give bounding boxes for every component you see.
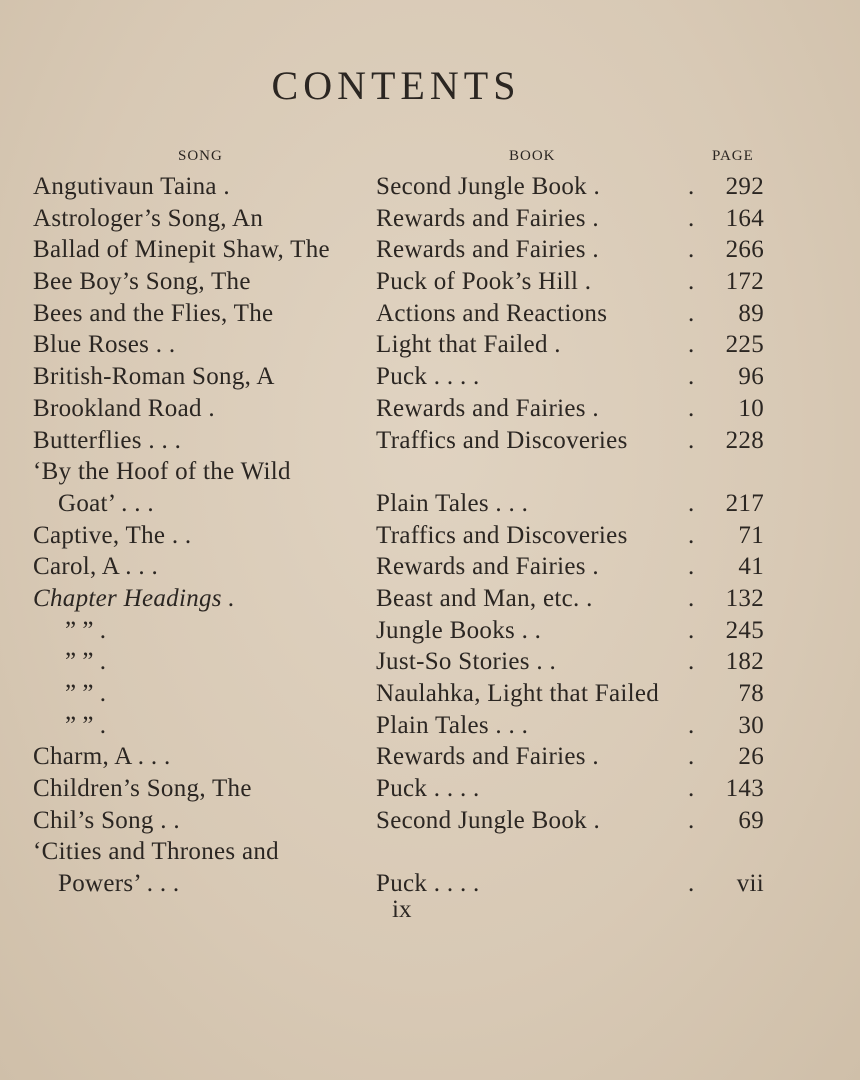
contents-row	[0, 266, 860, 298]
song-title: ‘Cities and Thrones and	[33, 838, 279, 866]
book-title: Plain Tales . . .	[376, 489, 529, 517]
leader-dot: .	[688, 299, 695, 327]
contents-row	[0, 836, 860, 868]
column-header-song: SONG	[178, 148, 223, 164]
page-number-cell: 132	[725, 584, 764, 612]
book-title: Actions and Reactions	[376, 299, 608, 327]
page-number-cell: 41	[738, 553, 764, 581]
contents-row	[0, 741, 860, 773]
page-number-cell: 89	[738, 299, 764, 327]
page-number-cell: 143	[725, 775, 764, 803]
song-title: Angutivaun Taina .	[33, 173, 230, 200]
contents-row	[0, 646, 860, 678]
leader-dot: .	[688, 489, 695, 517]
song-title: Carol, A . . .	[33, 553, 159, 581]
book-title: Second Jungle Book .	[376, 173, 601, 200]
book-title: Plain Tales . . .	[376, 711, 529, 739]
column-header-book: BOOK	[509, 148, 556, 164]
book-title: Naulahka, Light that Failed	[376, 680, 660, 707]
song-title: Butterflies . . .	[33, 426, 182, 454]
song-title: Captive, The . .	[33, 521, 192, 549]
leader-dot: .	[688, 584, 695, 612]
song-title: Astrologer’s Song, An	[33, 204, 264, 232]
book-title: Rewards and Fairies .	[376, 204, 599, 232]
leader-dot: .	[688, 173, 695, 200]
page-number-cell: 172	[725, 268, 764, 296]
contents-row	[0, 298, 860, 330]
contents-row	[0, 710, 860, 742]
book-title: Second Jungle Book .	[376, 806, 601, 834]
contents-row	[0, 678, 860, 710]
contents-row	[0, 425, 860, 457]
leader-dot: .	[688, 331, 695, 359]
song-title: Chil’s Song . .	[33, 806, 180, 834]
song-title: British-Roman Song, A	[33, 363, 275, 391]
leader-dot: .	[688, 268, 695, 296]
song-title: Charm, A . . .	[33, 743, 171, 771]
leader-dot: .	[688, 553, 695, 581]
contents-row	[0, 615, 860, 647]
page-number-cell: 225	[725, 331, 764, 359]
page-number-cell: 10	[738, 394, 764, 422]
page-number-cell: 217	[725, 489, 764, 517]
song-title: Blue Roses . .	[33, 331, 176, 359]
contents-row	[0, 551, 860, 583]
leader-dot: .	[688, 521, 695, 549]
contents-row	[0, 393, 860, 425]
page-number-cell: 164	[725, 204, 764, 232]
page-title: CONTENTS	[271, 63, 521, 108]
leader-dot: .	[688, 426, 695, 454]
contents-row	[0, 171, 860, 203]
book-title: Just-So Stories . .	[376, 648, 557, 676]
page-number-cell: vii	[736, 870, 764, 898]
song-title: Powers’ . . .	[58, 870, 180, 898]
page-number-cell: 266	[725, 236, 764, 264]
book-title: Rewards and Fairies .	[376, 236, 599, 264]
leader-dot: .	[688, 648, 695, 676]
page-number-cell: 245	[725, 616, 764, 644]
book-title: Light that Failed .	[376, 331, 561, 359]
book-title: Jungle Books . .	[376, 616, 542, 644]
page-number-cell: 30	[738, 711, 764, 739]
book-title: Rewards and Fairies .	[376, 553, 599, 581]
contents-row	[0, 203, 860, 235]
song-title: ” ” .	[65, 616, 106, 644]
song-title: Chapter Headings .	[33, 584, 235, 612]
book-title: Traffics and Discoveries	[376, 426, 628, 454]
page-number-cell: 228	[725, 426, 764, 454]
contents-row	[0, 583, 860, 615]
column-header-page: PAGE	[712, 148, 754, 164]
leader-dot: .	[688, 775, 695, 803]
contents-row	[0, 805, 860, 837]
song-title: ” ” .	[65, 711, 106, 739]
contents-row	[0, 520, 860, 552]
song-title: Children’s Song, The	[33, 775, 252, 803]
song-title: Ballad of Minepit Shaw, The	[33, 236, 330, 264]
leader-dot: .	[688, 363, 695, 391]
song-title: ‘By the Hoof of the Wild	[33, 458, 291, 486]
contents-row	[0, 329, 860, 361]
leader-dot: .	[688, 870, 695, 898]
book-title: Traffics and Discoveries	[376, 521, 628, 549]
page-number-cell: 292	[725, 173, 764, 200]
book-title: Rewards and Fairies .	[376, 394, 599, 422]
page-number-cell: 69	[738, 806, 764, 834]
contents-row	[0, 773, 860, 805]
contents-row	[0, 361, 860, 393]
leader-dot: .	[688, 743, 695, 771]
page-number: ix	[392, 896, 412, 923]
page-number-cell: 78	[738, 680, 764, 707]
song-title: ” ” .	[65, 680, 106, 707]
song-title: ” ” .	[65, 648, 106, 676]
book-title: Puck . . . .	[376, 775, 480, 803]
book-title: Puck . . . .	[376, 870, 480, 898]
song-title: Brookland Road .	[33, 394, 215, 422]
contents-row	[0, 488, 860, 520]
book-title: Beast and Man, etc. .	[376, 584, 593, 612]
leader-dot: .	[688, 616, 695, 644]
contents-row	[0, 234, 860, 266]
leader-dot: .	[688, 711, 695, 739]
song-title: Bees and the Flies, The	[33, 299, 274, 327]
leader-dot: .	[688, 204, 695, 232]
contents-row	[0, 868, 860, 900]
leader-dot: .	[688, 806, 695, 834]
page-number-cell: 96	[738, 363, 764, 391]
contents-list	[0, 171, 860, 900]
leader-dot: .	[688, 236, 695, 264]
leader-dot: .	[688, 394, 695, 422]
song-title: Bee Boy’s Song, The	[33, 268, 251, 296]
book-title: Puck . . . .	[376, 363, 480, 391]
book-title: Puck of Pook’s Hill .	[376, 268, 592, 296]
page-number-cell: 71	[738, 521, 764, 549]
book-title: Rewards and Fairies .	[376, 743, 599, 771]
contents-row	[0, 456, 860, 488]
song-title: Goat’ . . .	[58, 489, 154, 517]
page-number-cell: 182	[725, 648, 764, 676]
page-number-cell: 26	[738, 743, 764, 771]
